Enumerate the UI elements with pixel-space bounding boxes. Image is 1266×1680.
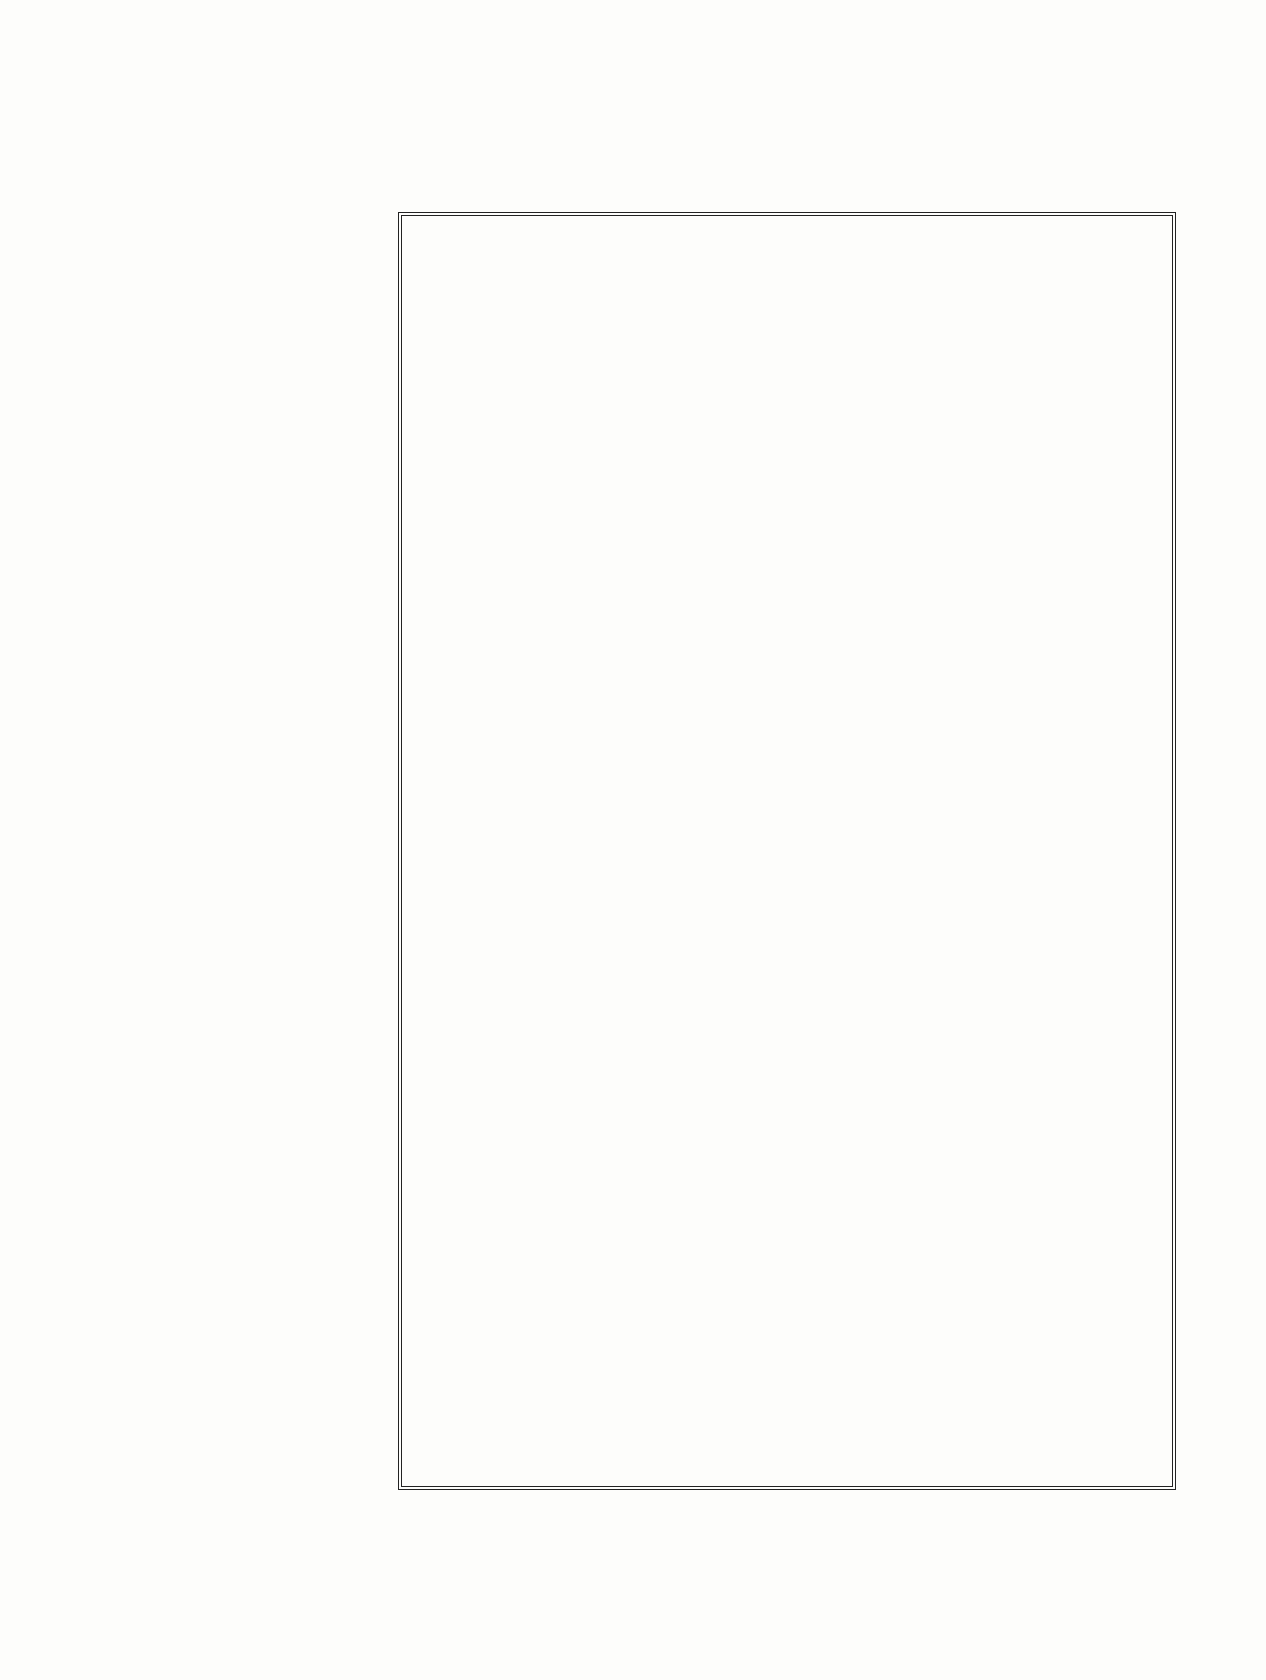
side-column-line xyxy=(104,869,386,905)
side-column-line xyxy=(104,905,386,941)
commentary-line xyxy=(416,965,1158,1000)
side-column-line xyxy=(104,723,386,759)
side-column-line xyxy=(104,469,386,505)
commentary-line xyxy=(416,1000,1158,1035)
side-column-line xyxy=(104,796,386,832)
side-column-line xyxy=(104,396,386,432)
commentary-line xyxy=(416,296,1158,331)
commentary-line xyxy=(416,1035,1158,1070)
main-text-bottom xyxy=(300,1500,1176,1602)
side-column-line xyxy=(104,1160,386,1196)
main-text-line xyxy=(106,110,1174,144)
commentary-line xyxy=(416,789,1158,824)
side-column-line xyxy=(104,505,386,541)
side-column-line xyxy=(104,1342,386,1378)
side-column-line xyxy=(104,687,386,723)
main-text-side-column xyxy=(104,214,386,1488)
side-column-line xyxy=(104,1233,386,1269)
commentary-line xyxy=(416,1282,1158,1317)
side-column-line xyxy=(104,1124,386,1160)
commentary-line xyxy=(416,367,1158,402)
side-column-line xyxy=(104,1197,386,1233)
commentary-line xyxy=(416,895,1158,930)
commentary-line xyxy=(416,859,1158,894)
side-column-line xyxy=(104,360,386,396)
side-column-line xyxy=(104,432,386,468)
side-column-line xyxy=(104,1451,386,1487)
side-column-line xyxy=(104,1087,386,1123)
side-column-line xyxy=(104,323,386,359)
commentary-line xyxy=(416,226,1158,261)
main-text-line xyxy=(300,1534,1176,1568)
side-column-line xyxy=(104,542,386,578)
side-column-line xyxy=(104,651,386,687)
commentary-line xyxy=(416,683,1158,718)
commentary-line xyxy=(416,824,1158,859)
commentary-line xyxy=(416,261,1158,296)
side-column-line xyxy=(104,1415,386,1451)
side-column-line xyxy=(104,1269,386,1305)
commentary-line xyxy=(416,1141,1158,1176)
side-column-line xyxy=(104,1051,386,1087)
commentary-line xyxy=(416,578,1158,613)
commentary-line xyxy=(416,1106,1158,1141)
commentary-line xyxy=(416,1246,1158,1281)
commentary-line xyxy=(416,402,1158,437)
side-column-line xyxy=(104,287,386,323)
main-text-line xyxy=(106,42,1174,76)
commentary-line xyxy=(416,1071,1158,1106)
commentary-line xyxy=(416,1458,1158,1493)
commentary-box xyxy=(398,212,1176,1490)
commentary-line xyxy=(416,930,1158,965)
commentary-line xyxy=(416,719,1158,754)
side-column-line xyxy=(104,1015,386,1051)
main-text-line xyxy=(106,144,1174,178)
side-column-line xyxy=(104,942,386,978)
commentary-line xyxy=(416,508,1158,543)
side-column-line xyxy=(104,250,386,286)
main-text-line xyxy=(300,1568,1176,1602)
main-text-line xyxy=(106,76,1174,110)
main-text-top xyxy=(106,42,1174,178)
side-column-line xyxy=(104,1306,386,1342)
commentary-line xyxy=(416,437,1158,472)
commentary-line xyxy=(416,1352,1158,1387)
commentary-line xyxy=(416,1317,1158,1352)
commentary-line xyxy=(416,472,1158,507)
commentary-line xyxy=(416,332,1158,367)
side-column-line xyxy=(104,1379,386,1415)
commentary-line xyxy=(416,1176,1158,1211)
commentary-line xyxy=(416,648,1158,683)
side-column-line xyxy=(104,833,386,869)
commentary-line xyxy=(416,754,1158,789)
commentary-line xyxy=(416,1422,1158,1457)
commentary-line xyxy=(416,1211,1158,1246)
commentary-line xyxy=(416,613,1158,648)
side-column-line xyxy=(104,578,386,614)
main-text-line xyxy=(300,1500,1176,1534)
side-column-line xyxy=(104,614,386,650)
commentary-line xyxy=(416,1387,1158,1422)
side-column-line xyxy=(104,978,386,1014)
side-column-line xyxy=(104,214,386,250)
side-column-line xyxy=(104,760,386,796)
commentary-line xyxy=(416,543,1158,578)
